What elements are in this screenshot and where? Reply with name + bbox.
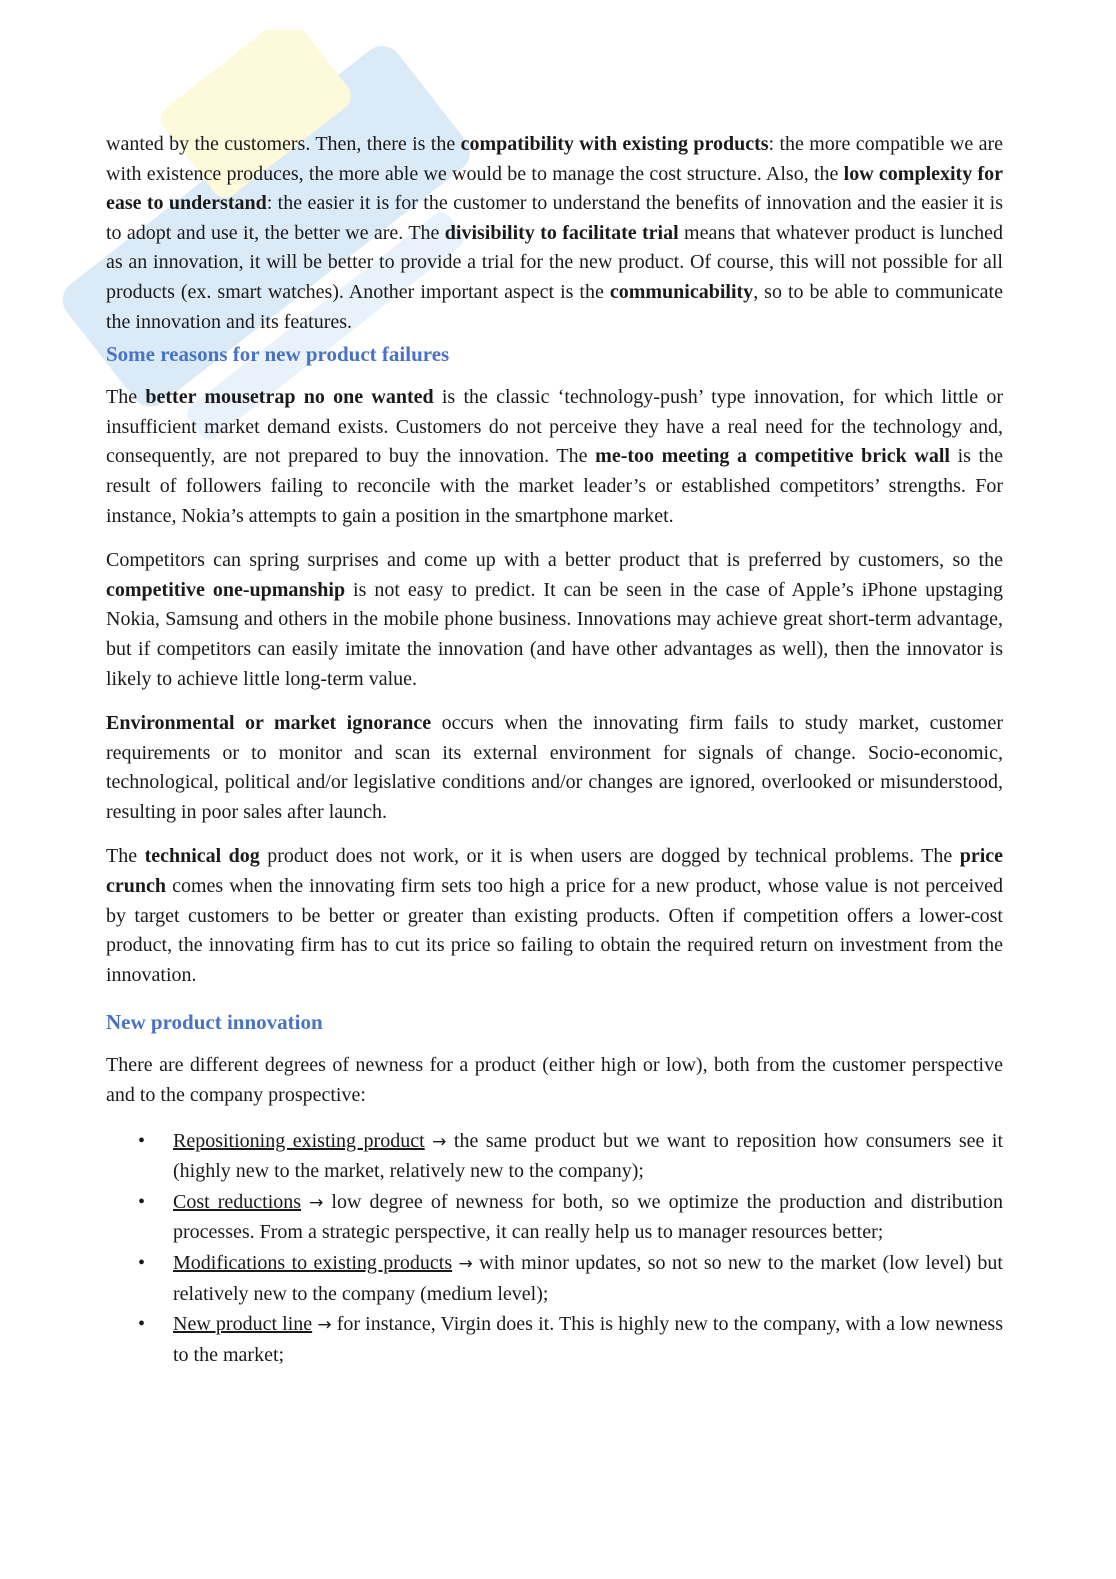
arrow-right-icon: → <box>458 1254 473 1274</box>
paragraph-technical-dog <box>106 842 1003 990</box>
bold-term-communicability: communicability <box>609 280 754 303</box>
paragraph-mousetrap <box>106 383 1003 531</box>
bold-term-market-ignorance: Environmental or market ignorance <box>106 712 432 735</box>
text-run: wanted by the customers. Then, there is the <box>106 133 461 155</box>
text-run: : the more compatible we are with existence produces, the more able we would be to manage the cost structure. Also, the <box>106 133 1003 185</box>
newness-bullet-list <box>106 1127 1003 1371</box>
list-item <box>106 1310 1003 1370</box>
list-item <box>106 1249 1003 1309</box>
text-run: means that whatever product is lunched as an innovation, it will be better to provide a trial for the new product. Of course, this will not possible for all products (ex. smart watches). Another important aspect is the <box>106 221 1003 303</box>
list-item-text: with minor updates, so not so new to the market (low level) but relatively new to the company (medium level); <box>173 1252 1003 1305</box>
text-run: , so to be able to communicate the innovation and its features. <box>106 280 1003 333</box>
bold-term-low-complexity: low complexity for ease to understand <box>106 162 1004 215</box>
list-item-text: low degree of newness for both, so we optimize the production and distribution processes. From a strategic perspective, it can really help us to manager resources better; <box>173 1190 1003 1244</box>
text-run: comes when the innovating firm sets too high a price for a new product, whose value is not perceived by target customers to be better or greater than existing products. Often if competition offers a lower-cost product, the innovating firm has to cut its price so failing to obtain the required return on investment from the innovation. <box>106 875 1003 986</box>
bullet-icon: • <box>138 1190 146 1213</box>
underlined-term: Cost reductions <box>173 1190 302 1213</box>
text-run: product does not work, or it is when users are dogged by technical problems. The <box>259 845 960 868</box>
arrow-right-icon: → <box>309 1192 324 1213</box>
paragraph-one-upmanship <box>106 546 1003 694</box>
document-page <box>106 130 1003 1371</box>
bold-term-price-crunch: price crunch <box>106 845 1004 898</box>
text-run: : the easier it is for the customer to understand the benefits of innovation and the easier it is to adopt and use it, the better we are. The <box>106 192 1003 244</box>
bold-term-technical-dog: technical dog <box>144 845 260 868</box>
paragraph-innovation-attributes <box>106 130 1003 337</box>
bold-term-divisibility: divisibility to facilitate trial <box>444 221 679 244</box>
bold-term-me-too: me-too meeting a competitive brick wall <box>595 445 950 468</box>
list-item-text: the same product but we want to reposition how consumers see it (highly new to the market, relatively new to the company); <box>173 1129 1003 1183</box>
paragraph-degrees-of-newness: There are different degrees of newness for a product (either high or low), both from the customer perspective and to the company prospective: <box>106 1054 1003 1107</box>
text-run: is not easy to predict. It can be seen in the case of Apple’s iPhone upstaging Nokia, Samsung and others in the mobile phone business. Innovations may achieve great short-term advantage, but if competitors can easily imitate the innovation (and have other advantages as well), then the innovator is likely to achieve little long-term value. <box>106 578 1003 690</box>
list-item <box>106 1188 1003 1248</box>
underlined-term: Modifications to existing products <box>173 1252 453 1274</box>
bullet-icon: • <box>138 1313 146 1336</box>
list-item <box>106 1127 1003 1187</box>
section-heading-new-product-innovation: New product innovation <box>106 1010 323 1035</box>
text-run: occurs when the innovating firm fails to study market, customer requirements or to monitor and scan its external environment for signals of change. Socio-economic, technological, political and/or legislative conditions and/or changes are ignored, overlooked or misunderstood, resulting in poor sales after launch. <box>106 712 1003 823</box>
underlined-term: Repositioning existing product <box>173 1129 425 1152</box>
text-run: is the result of followers failing to reconcile with the market leader’s or established competitors’ strengths. For instance, Nokia’s attempts to gain a position in the smartphone market. <box>106 445 1003 527</box>
text-run: The <box>106 845 145 868</box>
bullet-icon: • <box>138 1129 146 1152</box>
arrow-right-icon: → <box>432 1131 447 1152</box>
section-heading-failures: Some reasons for new product failures <box>106 342 450 367</box>
list-item-text: for instance, Virgin does it. This is highly new to the company, with a low newness to the market; <box>173 1313 1003 1366</box>
bold-term-better-mousetrap: better mousetrap no one wanted <box>145 386 434 409</box>
paragraph-market-ignorance <box>106 709 1003 827</box>
arrow-right-icon: → <box>317 1315 332 1336</box>
text-run: is the classic ‘technology-push’ type innovation, for which little or insufficient market demand exists. Customers do not perceive they have a real need for the technology and, consequently, are not prepared to buy the innovation. The <box>106 386 1004 468</box>
underlined-term: New product line <box>173 1313 313 1336</box>
bold-term-compatibility: compatibility with existing products <box>460 133 769 155</box>
text-run: Competitors can spring surprises and come up with a better product that is preferred by customers, so the <box>106 549 1003 572</box>
bold-term-one-upmanship: competitive one-upmanship <box>106 578 346 601</box>
bullet-icon: • <box>138 1252 146 1274</box>
text-run: The <box>106 386 146 409</box>
